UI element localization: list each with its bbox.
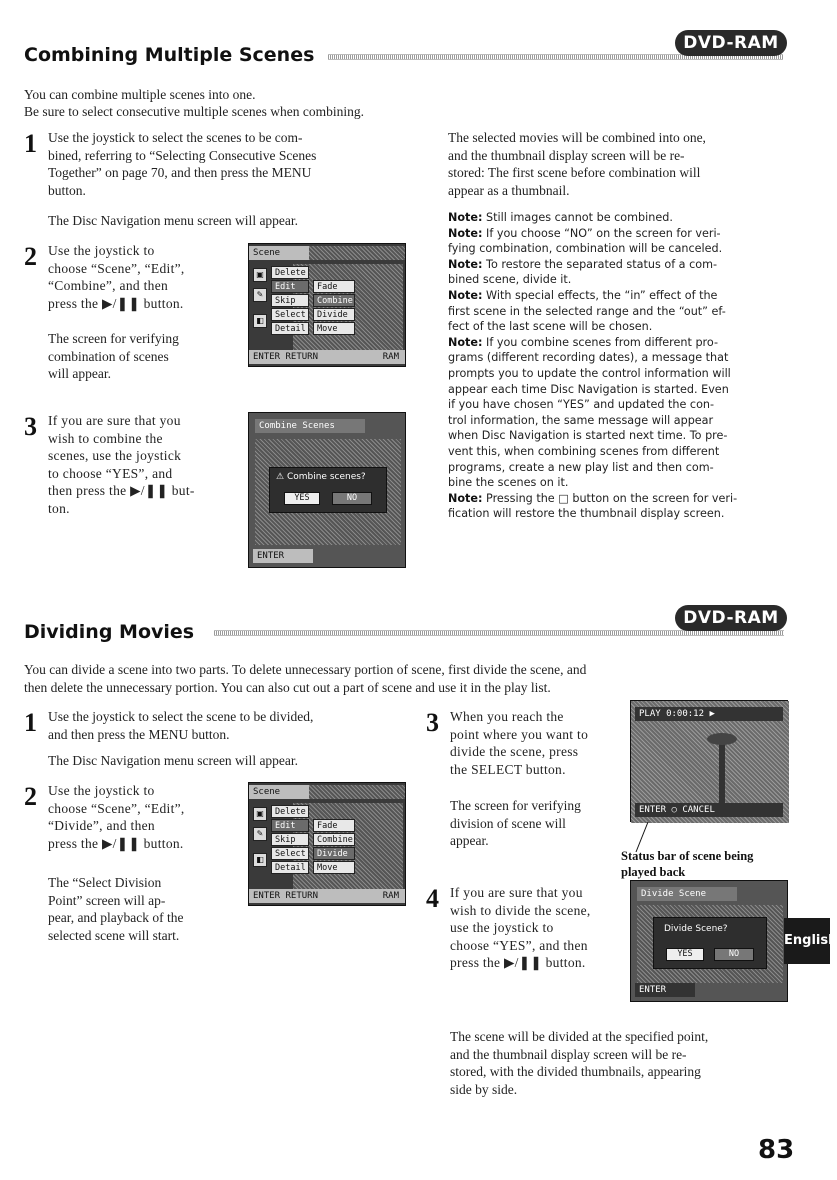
section-title-combine: Combining Multiple Scenes	[24, 44, 315, 66]
menu-item-skip: Skip	[271, 833, 309, 846]
effect-icon: ◧	[253, 314, 267, 328]
submenu-item-move: Move	[313, 322, 355, 335]
menu-item-skip: Skip	[271, 294, 309, 307]
text-line: pear, and playback of the	[48, 910, 184, 925]
text-line: ton.	[48, 500, 70, 516]
text-line: If you are sure that you	[450, 885, 583, 900]
note-line	[448, 475, 818, 491]
step-result: The Disc Navigation menu screen will appear.	[48, 213, 299, 228]
text-line: appear as a thumbnail.	[448, 182, 570, 198]
notes-block	[448, 210, 818, 522]
text-line: choose “Scene”, “Edit”,	[48, 800, 185, 816]
note-label: Note:	[448, 335, 483, 349]
note-label: Note:	[448, 491, 483, 505]
note-text: Pressing the □ button on the screen for veri-	[482, 491, 738, 505]
step-result	[48, 874, 248, 944]
note-line	[448, 257, 818, 273]
submenu-item-fade: Fade	[313, 280, 355, 293]
submenu-item-divide: Divide	[313, 308, 355, 321]
caption	[621, 848, 821, 880]
text-line: The “Select Division	[48, 875, 162, 890]
menu-item-select: Select	[271, 308, 309, 321]
text-line: Use the joystick to select the scenes to be com-	[48, 130, 303, 145]
no-button[interactable]: NO	[332, 492, 372, 505]
screen-title: Divide Scene	[637, 887, 737, 901]
note-label: Note:	[448, 211, 483, 224]
note-text: trol information, the same message will appear	[448, 413, 714, 427]
note-text: when Disc Navigation is started next time. To pre-	[448, 429, 728, 443]
text-line: and the thumbnail display screen will be re-	[448, 147, 685, 163]
text-line: “Combine”, and then	[48, 278, 169, 293]
edit-icon: ✎	[253, 827, 267, 841]
note-line	[448, 226, 818, 242]
step-number: 1	[24, 129, 37, 158]
note-label: Note:	[448, 257, 483, 271]
text-line: The selected movies will be combined into one,	[448, 130, 706, 145]
step-text	[450, 884, 625, 972]
screen-footer: ENTER ○ CANCEL	[635, 803, 783, 817]
scene-post	[719, 741, 725, 811]
text-line: bined, referring to “Selecting Consecutive Scenes	[48, 147, 317, 163]
text-line: appear.	[450, 833, 489, 848]
text-line: Use the joystick to	[48, 783, 155, 798]
scene-icon: ▣	[253, 268, 267, 282]
submenu-item-combine: Combine	[313, 294, 355, 307]
note-text: If you combine scenes from different pro-	[482, 335, 718, 349]
step-number: 2	[24, 242, 37, 271]
note-text: first scene in the selected range and the “out” ef-	[448, 304, 726, 318]
text-line: “Divide”, and then	[48, 818, 155, 833]
note-text: grams (different recording dates), a message that	[448, 351, 729, 365]
intro-line: Be sure to select consecutive multiple scenes when combining.	[24, 104, 365, 119]
submenu-item-combine: Combine	[313, 833, 355, 846]
note-text: fect of the last scene will be chosen.	[448, 320, 653, 334]
menu-item-delete: Delete	[271, 266, 309, 279]
edit-icon: ✎	[253, 288, 267, 302]
step-text	[48, 708, 418, 743]
step-number: 1	[24, 708, 37, 737]
note-line	[448, 272, 818, 288]
menu-item-detail: Detail	[271, 861, 309, 874]
text-line: press the ▶/❚❚ button.	[450, 955, 586, 970]
note-line	[448, 288, 818, 304]
text-line: The screen for verifying	[450, 798, 581, 813]
no-button[interactable]: NO	[714, 948, 754, 961]
text-line: side by side.	[450, 1081, 518, 1097]
screen-title: Scene	[249, 246, 309, 260]
submenu-item-divide: Divide	[313, 847, 355, 860]
screen-footer: ENTER RETURN RAM	[249, 889, 405, 903]
dialog-prompt: Divide Scene?	[664, 924, 728, 934]
note-text: If you choose “NO” on the screen for veri-	[482, 226, 721, 240]
note-line	[448, 444, 818, 460]
status-bar: PLAY 0:00:12 ▶	[635, 707, 783, 721]
note-text: appear each time Disc Navigation is started. Even	[448, 382, 729, 396]
language-tab: English	[784, 918, 830, 964]
text-line: selected scene will start.	[48, 927, 180, 943]
dialog-prompt: Combine scenes?	[286, 472, 366, 482]
note-text: To restore the separated status of a com-	[482, 257, 718, 271]
yes-button[interactable]: YES	[666, 948, 704, 961]
note-text: Still images cannot be combined.	[482, 211, 673, 224]
step-text	[48, 412, 243, 517]
text-line: You can divide a scene into two parts. To delete unnecessary portion of scene, first divide the scene, and	[24, 662, 587, 677]
note-line	[448, 428, 818, 444]
page-number: 83	[758, 1135, 795, 1165]
confirm-screen-combine	[248, 412, 406, 568]
text-line: The screen for verifying	[48, 331, 179, 346]
text-line: the SELECT button.	[450, 761, 566, 777]
menu-item-detail: Detail	[271, 322, 309, 335]
text-line: wish to combine the	[48, 430, 163, 446]
menu-screen-combine	[248, 243, 406, 367]
note-line	[448, 350, 818, 366]
text-line: stored: The first scene before combination will	[448, 165, 701, 180]
result-paragraph	[450, 1028, 820, 1098]
note-text: With special effects, the “in” effect of the	[482, 288, 718, 302]
note-line	[448, 304, 818, 320]
text-line: will appear.	[48, 366, 111, 381]
warning-icon: ⚠	[276, 472, 285, 482]
screen-footer: ENTER	[253, 549, 313, 563]
text-line: press the ▶/❚❚ button.	[48, 295, 184, 311]
screen-title: Scene	[249, 785, 309, 799]
effect-icon: ◧	[253, 853, 267, 867]
text-line: combination of scenes	[48, 348, 169, 364]
note-line	[448, 491, 818, 507]
screen-title: Combine Scenes	[255, 419, 365, 433]
result-paragraph	[448, 129, 813, 199]
step-number: 2	[24, 782, 37, 811]
text-line: use the joystick to	[450, 920, 554, 935]
step-result	[48, 330, 243, 383]
step-number: 4	[426, 884, 439, 913]
note-text: fication will restore the thumbnail display screen.	[448, 507, 725, 521]
screen-footer: ENTER	[635, 983, 695, 997]
text-line: Point” screen will ap-	[48, 892, 166, 908]
text-line: press the ▶/❚❚ button.	[48, 835, 184, 851]
text-line: division of scene will	[450, 815, 566, 831]
text-line: When you reach the	[450, 709, 564, 724]
note-line	[448, 241, 818, 257]
dialog	[653, 917, 767, 969]
note-text: bined scene, divide it.	[448, 273, 572, 287]
note-line	[448, 460, 818, 476]
menu-item-delete: Delete	[271, 805, 309, 818]
section-title-divide: Dividing Movies	[24, 621, 195, 643]
dvd-ram-badge: DVD-RAM	[675, 605, 787, 631]
note-line	[448, 319, 818, 335]
text-line: then press the ▶/❚❚ but-	[48, 483, 195, 498]
menu-screen-divide	[248, 782, 406, 906]
submenu-item-fade: Fade	[313, 819, 355, 832]
playback-screen	[630, 700, 788, 822]
text-line: Status bar of scene being	[621, 849, 754, 863]
note-text: fying combination, combination will be canceled.	[448, 242, 723, 256]
text-line: stored, with the divided thumbnails, appearing	[450, 1064, 701, 1079]
submenu-item-move: Move	[313, 861, 355, 874]
text-line: Use the joystick to	[48, 243, 155, 258]
text-line: then delete the unnecessary portion. You can also cut out a part of scene and use it in the play list.	[24, 679, 551, 695]
step-result: The Disc Navigation menu screen will appear.	[48, 753, 299, 768]
text-line: and the thumbnail display screen will be re-	[450, 1046, 687, 1062]
text-line: choose “Scene”, “Edit”,	[48, 260, 185, 276]
note-label: Note:	[448, 226, 483, 240]
note-text: bine the scenes on it.	[448, 476, 569, 490]
text-line: Use the joystick to select the scene to be divided,	[48, 709, 314, 724]
step-text	[48, 242, 243, 312]
step-result	[450, 797, 625, 850]
text-line: choose “YES”, and then	[450, 937, 588, 953]
note-text: prompts you to update the control information will	[448, 366, 731, 380]
note-text: vent this, when combining scenes from different	[448, 444, 720, 458]
text-line: divide the scene, press	[450, 744, 579, 759]
note-label: Note:	[448, 288, 483, 302]
text-line: If you are sure that you	[48, 413, 181, 428]
yes-button[interactable]: YES	[284, 492, 320, 505]
text-line: to choose “YES”, and	[48, 465, 173, 481]
step-text	[450, 708, 625, 778]
scene-icon: ▣	[253, 807, 267, 821]
dvd-ram-badge: DVD-RAM	[675, 30, 787, 56]
note-line	[448, 413, 818, 429]
menu-item-select: Select	[271, 847, 309, 860]
step-text	[48, 782, 243, 852]
scene-sign	[707, 733, 737, 745]
note-line	[448, 335, 818, 351]
text-line: button.	[48, 182, 86, 198]
step-number: 3	[24, 412, 37, 441]
text-line: Together” on page 70, and then press the MENU	[48, 165, 312, 180]
note-line	[448, 506, 818, 522]
text-line: wish to divide the scene,	[450, 902, 591, 918]
dialog	[269, 467, 387, 513]
note-line	[448, 210, 818, 226]
menu-item-edit: Edit	[271, 280, 309, 293]
note-line	[448, 366, 818, 382]
step-text	[48, 129, 408, 199]
text-line: The scene will be divided at the specified point,	[450, 1029, 709, 1044]
intro-paragraph	[24, 661, 814, 696]
step-number: 3	[426, 708, 439, 737]
text-line: played back	[621, 865, 686, 879]
text-line: point where you want to	[450, 726, 589, 742]
note-text: programs, create a new play list and then com-	[448, 460, 714, 474]
note-line	[448, 382, 818, 398]
text-line: scenes, use the joystick	[48, 448, 182, 463]
screen-footer: ENTER RETURN RAM	[249, 350, 405, 364]
confirm-screen-divide	[630, 880, 788, 1002]
note-text: if you have chosen “YES” and updated the con-	[448, 398, 715, 412]
intro-line: You can combine multiple scenes into one.	[24, 87, 256, 102]
menu-item-edit: Edit	[271, 819, 309, 832]
note-line	[448, 397, 818, 413]
text-line: and then press the MENU button.	[48, 726, 230, 742]
